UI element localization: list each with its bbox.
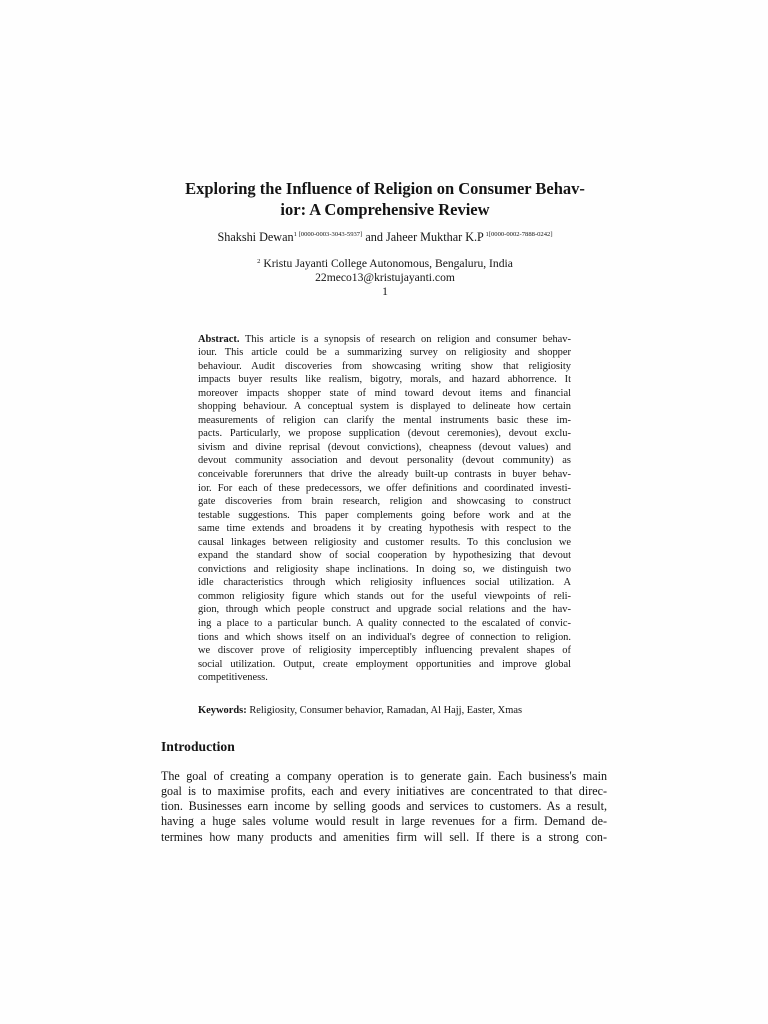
abstract-line: ior. For each of these predecessors, we offer definitions and coordinated investi- — [198, 482, 571, 494]
affiliation-line — [150, 257, 620, 271]
abstract-line: measurements of religion can clarify the mental instruments basic these im- — [198, 414, 571, 426]
abstract-line: gate discoveries from brain research, religion and showcasing to construct — [198, 496, 571, 508]
abstract-line: competitiveness. — [198, 672, 268, 684]
author-connector: and — [362, 230, 387, 244]
body-line: The goal of creating a company operation is to generate gain. Each business's main — [161, 768, 607, 783]
abstract-line: impacts buyer results like realism, bigotry, morals, and hazard abhorrence. It — [198, 374, 571, 386]
abstract-label: Abstract. — [198, 333, 240, 345]
title-line: Exploring the Influence of Religion on Consumer Behav- — [185, 179, 585, 198]
abstract — [198, 333, 571, 685]
abstract-line-text: This article is a synopsis of research on religion and consumer behav- — [239, 333, 571, 345]
abstract-line — [198, 333, 571, 347]
author-line — [150, 229, 620, 245]
paper-title — [150, 178, 620, 220]
body-line: tion. Businesses earn income by selling goods and services to customers. As a result, — [161, 799, 607, 813]
abstract-line: social utilization. Output, create employment opportunities and improve global — [198, 658, 571, 670]
body-line: having a huge sales volume would result in large revenues for a firm. Demand de- — [161, 814, 607, 829]
abstract-line: tions and which shows itself on an individual's degree of connection to religion. — [198, 631, 571, 643]
keywords-label: Keywords: — [198, 704, 247, 716]
affiliation-block — [150, 257, 620, 300]
affiliation-text: Kristu Jayanti College Autonomous, Bengaluru, India — [260, 257, 513, 270]
abstract-line: convictions and religiosity shape inclinations. In doing so, we distinguish two — [198, 563, 571, 575]
abstract-line: sivism and divine reprisal (devout convictions), cheapness (devout values) and — [198, 441, 571, 453]
keywords-text: Religiosity, Consumer behavior, Ramadan, Al Hajj, Easter, Xmas — [246, 704, 523, 716]
keywords — [198, 704, 598, 718]
affiliation-number: 1 — [382, 285, 388, 299]
abstract-line: shopping behaviour. A conceptual system is displayed to delineate how certain — [198, 401, 571, 413]
author-orcid: 1 [0000-0003-3043-5937] — [293, 231, 363, 238]
abstract-line: expand the standard show of social cooperation by hypothesizing that devout — [198, 550, 571, 562]
abstract-line: causal linkages between religiosity and customer results. To this conclusion we — [198, 536, 571, 548]
abstract-line: behaviour. Audit discoveries from showcasing writing show that religiosity — [198, 360, 571, 372]
body-line: goal is to maximise profits, each and every initiatives are concentrated to that direc- — [161, 783, 607, 798]
section-heading: Introduction — [161, 739, 235, 754]
abstract-line: iour. This article could be a summarizing survey on religiosity and shopper — [198, 347, 571, 359]
abstract-line: gion, through which people construct and upgrade social relations and the hav- — [198, 604, 571, 616]
abstract-line: we discover prove of religiosity imperceptibly influencing prevalent shapes of — [198, 645, 571, 657]
intro-paragraph — [161, 769, 607, 845]
abstract-line: ing a place to a particular bunch. A quality connected to the escalated of convic- — [198, 617, 571, 629]
abstract-line: moreover impacts shopper state of mind toward devout items and financial — [198, 387, 571, 399]
abstract-line: pacts. Particularly, we propose supplication (devout ceremonies), devout exclu- — [198, 428, 571, 440]
author-name: Shakshi Dewan — [217, 230, 294, 244]
abstract-line: common religiosity figure which stands out for the useful viewpoints of reli- — [198, 590, 571, 602]
body-line: termines how many products and amenities firm will sell. If there is a strong con- — [161, 829, 607, 844]
abstract-line: idle characteristics through which religiosity influences social utilization. A — [198, 577, 571, 589]
author-name: Jaheer Mukthar K.P — [386, 230, 484, 244]
abstract-line: conceivable forerunners that drive the already built-up contrasts in buyer behav- — [198, 468, 571, 480]
abstract-line: testable suggestions. This paper complements going before work and at the — [198, 509, 571, 521]
abstract-line: devout community association and devout personality (devout community) as — [198, 455, 571, 467]
abstract-line: same time extends and broadens it by creating hypothesis with respect to the — [198, 523, 571, 535]
author-orcid: 1[0000-0002-7888-0242] — [483, 231, 553, 238]
title-line: ior: A Comprehensive Review — [280, 200, 490, 219]
affiliation-marker: 2 — [257, 258, 261, 265]
author-email: 22meco13@kristujayanti.com — [315, 271, 455, 285]
